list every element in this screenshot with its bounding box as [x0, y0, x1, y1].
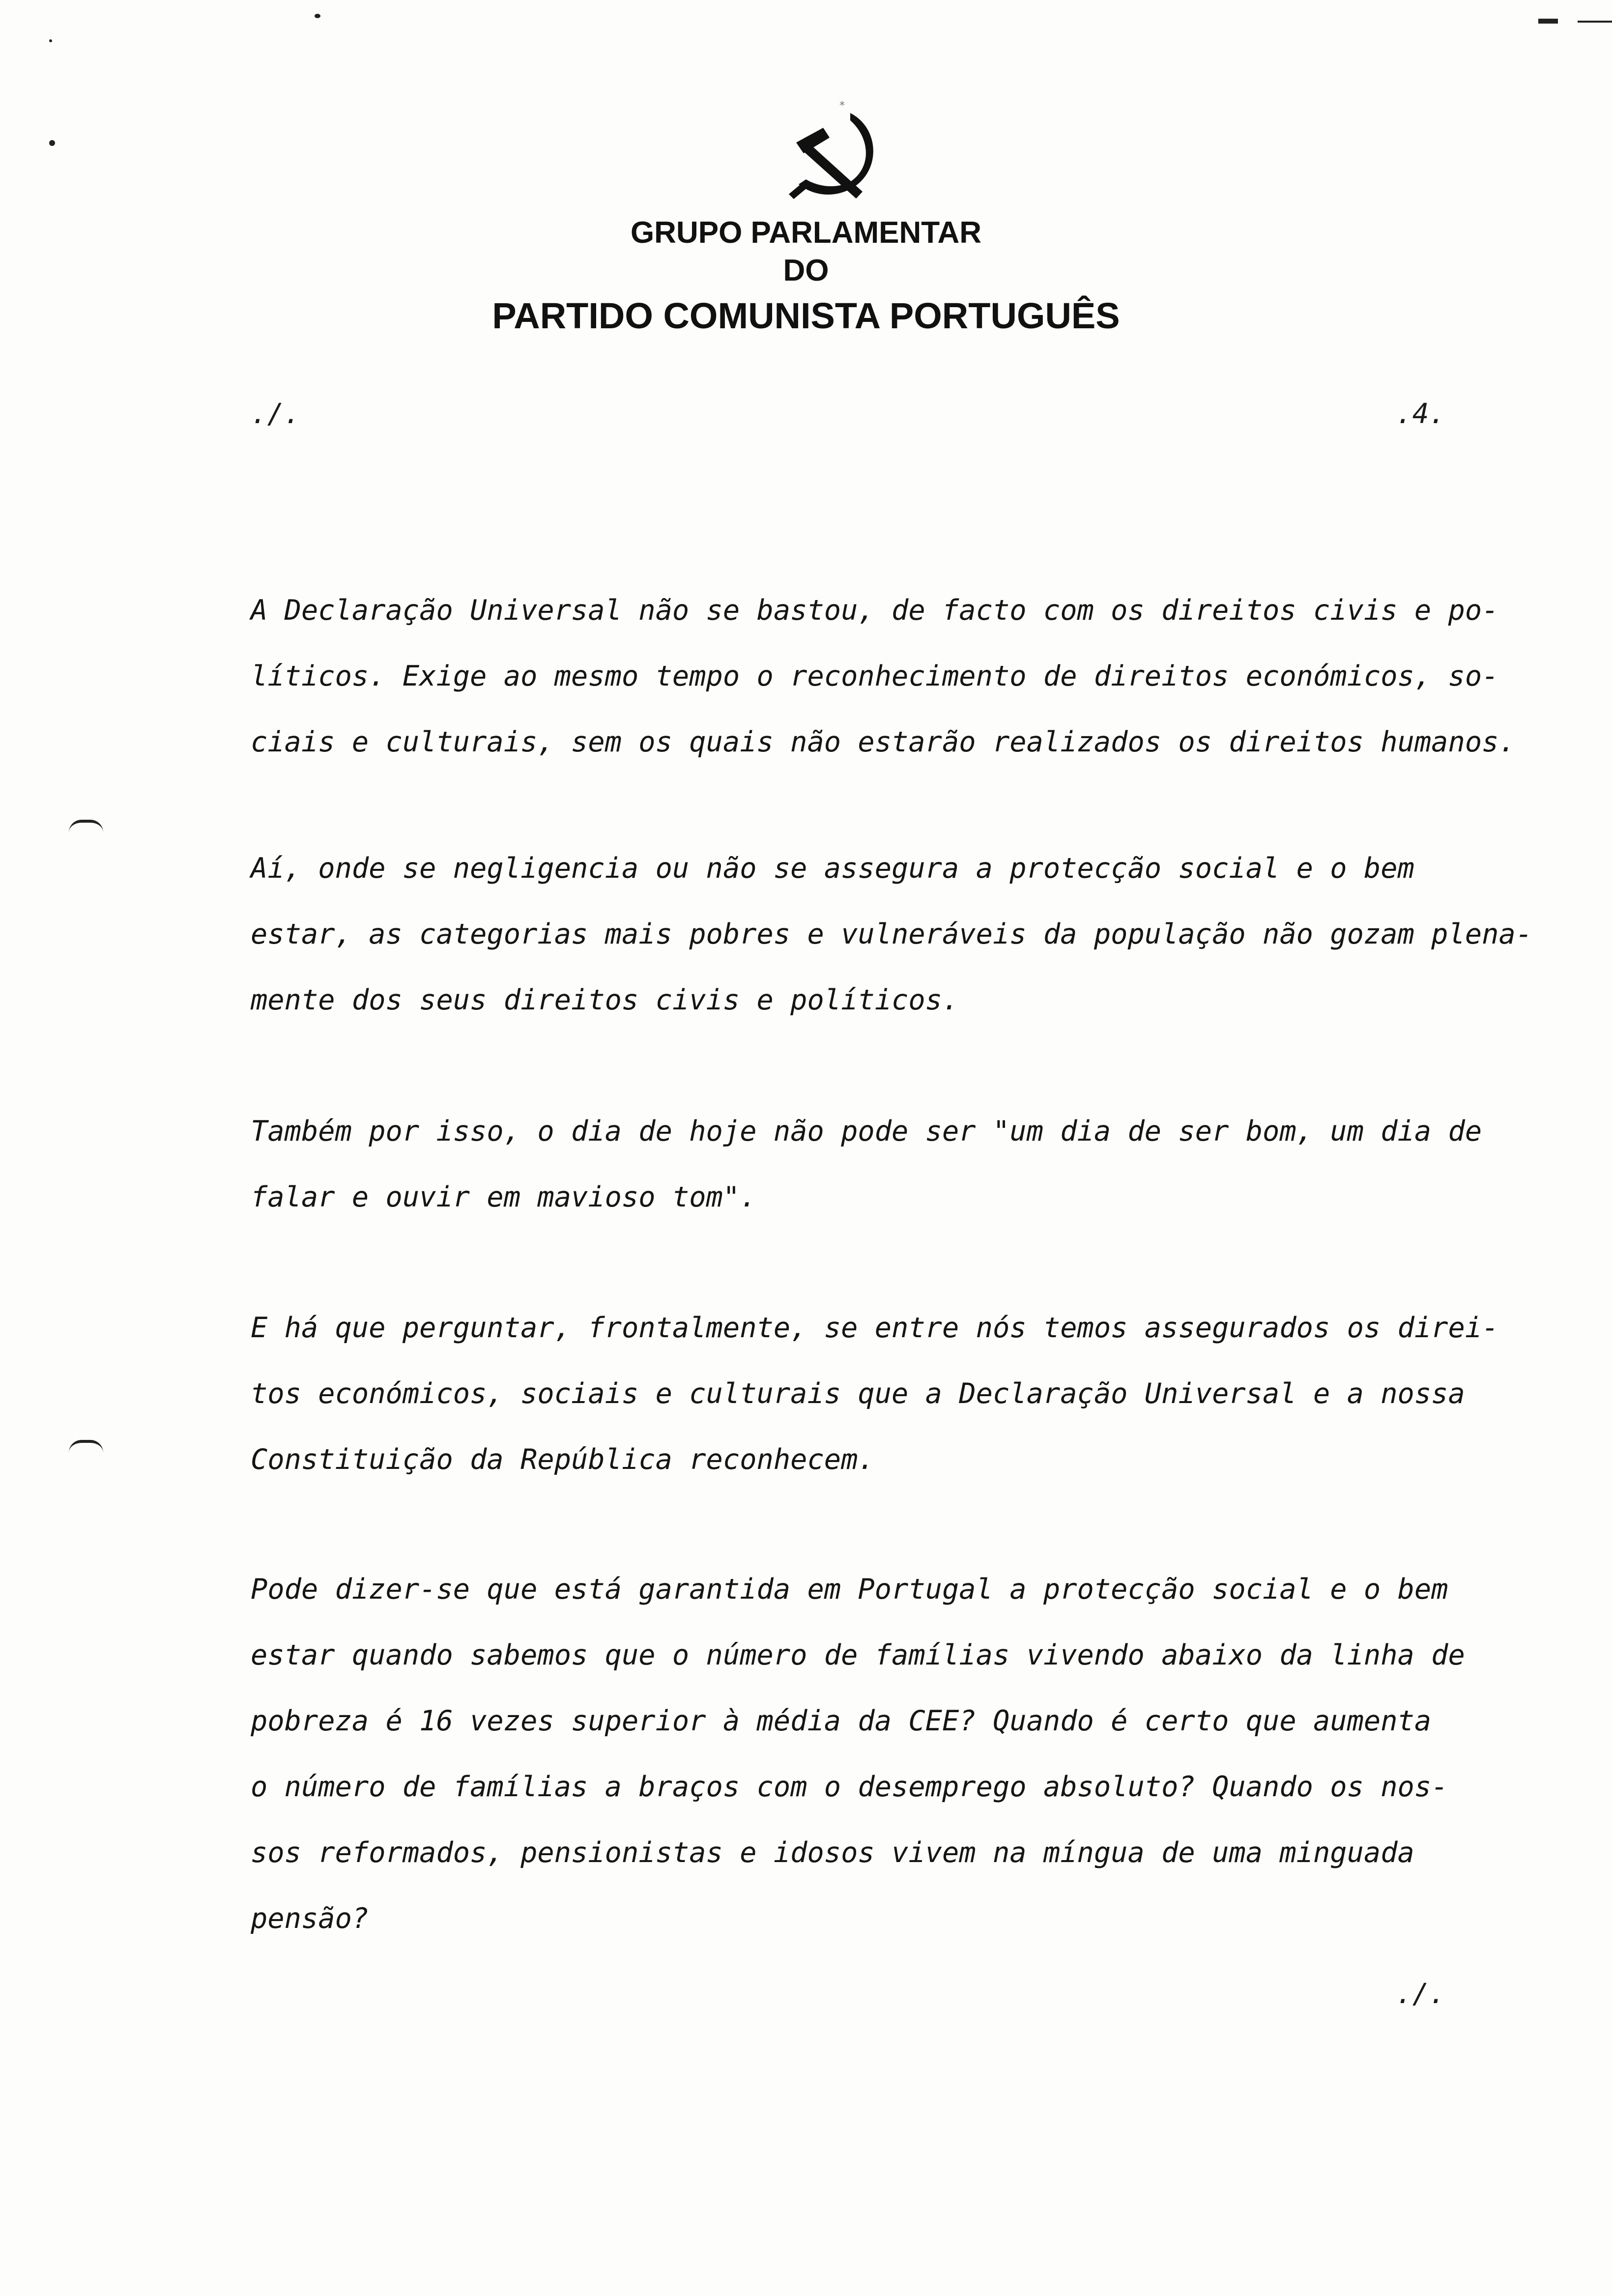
paragraph-line: mente dos seus direitos civis e políticos. — [251, 984, 959, 1016]
scan-edge-mark — [69, 820, 103, 832]
paragraph-line: Também por isso, o dia de hoje não pode ser "um dia de ser bom, um dia de — [251, 1115, 1482, 1148]
scan-speck — [49, 39, 52, 42]
letterhead-party-name: PARTIDO COMUNISTA PORTUGUÊS — [492, 295, 1120, 336]
scan-dash — [1538, 19, 1558, 24]
scan-speck — [315, 14, 320, 18]
paragraph-line: estar quando sabemos que o número de famílias vivendo abaixo da linha de — [251, 1639, 1465, 1671]
scan-dash — [1578, 21, 1612, 23]
letterhead-line-1: GRUPO PARLAMENTAR — [630, 216, 982, 250]
paragraph-line: líticos. Exige ao mesmo tempo o reconhecimento de direitos económicos, so- — [251, 660, 1499, 692]
continuation-marker-bottom: ./. — [1396, 1978, 1446, 2010]
paragraph-line: ciais e culturais, sem os quais não estarão realizados os direitos humanos. — [251, 726, 1516, 758]
paragraph-line: E há que perguntar, frontalmente, se entre nós temos assegurados os direi- — [251, 1312, 1499, 1344]
paragraph-5 — [251, 1556, 1509, 1952]
paragraph-line: Pode dizer-se que está garantida em Portugal a protecção social e o bem — [251, 1573, 1448, 1606]
scan-edge-mark — [69, 1440, 103, 1453]
paragraph-line: sos reformados, pensionistas e idosos vivem na míngua de uma minguada — [251, 1837, 1414, 1869]
paragraph-line: pensão? — [251, 1902, 369, 1935]
page-number: .4. — [1396, 398, 1446, 430]
paragraph-3 — [251, 1098, 1509, 1230]
paragraph-line: tos económicos, sociais e culturais que a Declaração Universal e a nossa — [251, 1378, 1465, 1410]
paragraph-1 — [251, 577, 1516, 775]
svg-text:*: * — [839, 100, 845, 112]
paragraph-line: pobreza é 16 vezes superior à média da CEE? Quando é certo que aumenta — [251, 1705, 1432, 1737]
paragraph-line: A Declaração Universal não se bastou, de facto com os direitos civis e po- — [251, 594, 1499, 627]
hammer-and-sickle-icon — [777, 98, 894, 206]
paragraph-2 — [251, 835, 1533, 1033]
scan-speck — [49, 140, 55, 146]
paragraph-line: estar, as categorias mais pobres e vulneráveis da população não gozam plena- — [251, 918, 1533, 950]
continuation-marker-top: ./. — [251, 398, 301, 430]
letterhead-line-2: DO — [783, 254, 829, 287]
paragraph-line: Aí, onde se negligencia ou não se assegura a protecção social e o bem — [251, 852, 1414, 885]
paragraph-line: Constituição da República reconhecem. — [251, 1443, 875, 1476]
paragraph-line: falar e ouvir em mavioso tom". — [251, 1181, 757, 1213]
paragraph-4 — [251, 1295, 1509, 1492]
paragraph-line: o número de famílias a braços com o desemprego absoluto? Quando os nos- — [251, 1771, 1448, 1803]
